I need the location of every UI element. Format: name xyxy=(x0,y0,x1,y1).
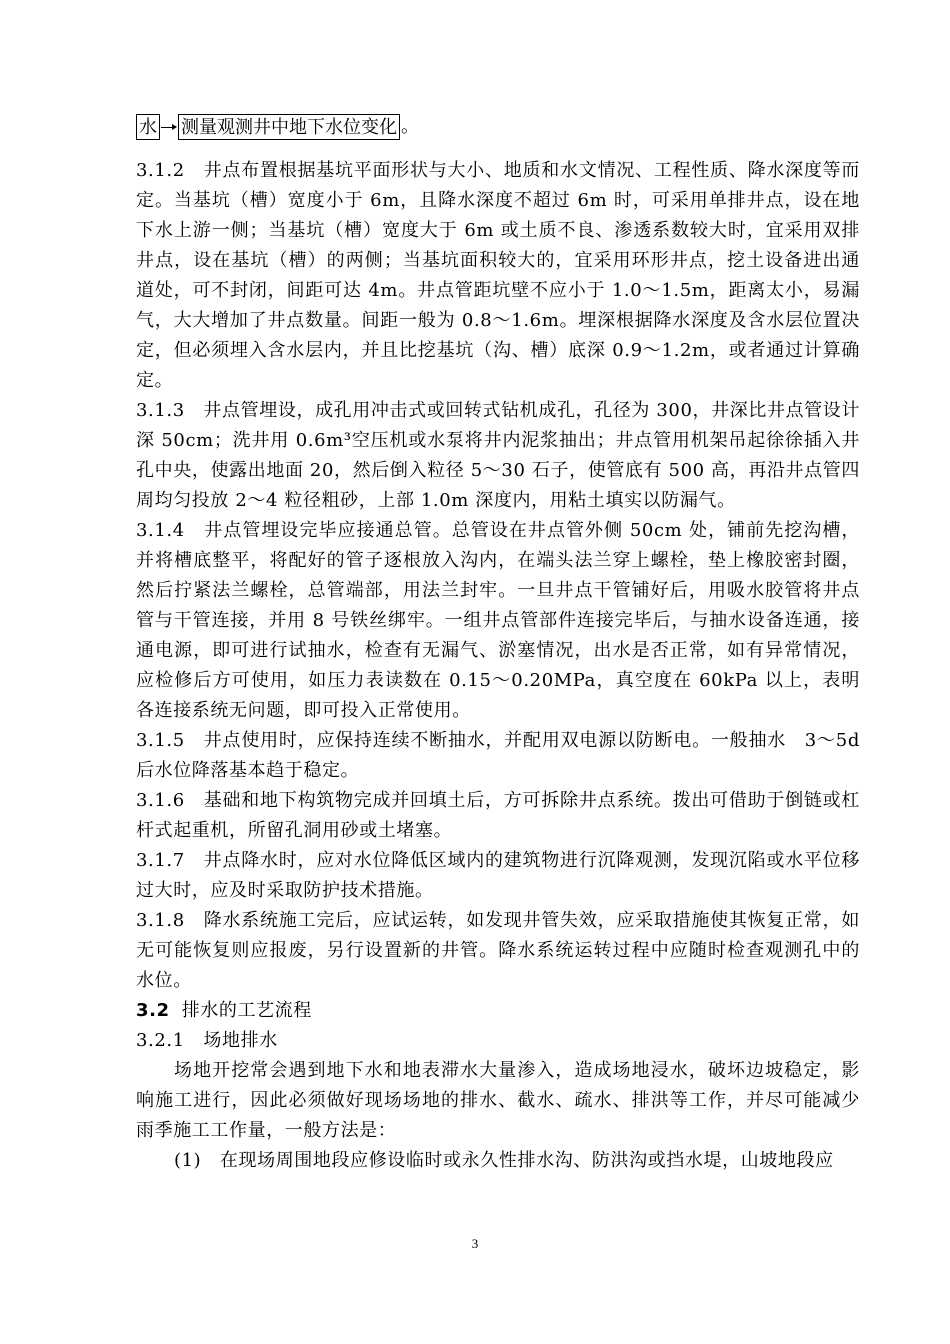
section-number: 3.2 xyxy=(136,1000,170,1021)
subsection-heading: 3.2.1 场地排水 xyxy=(136,1030,278,1051)
section-heading xyxy=(136,996,860,1026)
arrow-right-icon xyxy=(160,114,178,140)
flow-box-water: 水 xyxy=(136,114,160,140)
page-number: 3 xyxy=(471,1236,479,1251)
flow-box-measure-water-level: 测量观测井中地下水位变化 xyxy=(178,114,400,140)
body-text xyxy=(136,156,860,1176)
paragraph-3-1-5: 3.1.5 井点使用时，应保持连续不断抽水，并配用双电源以防断电。一般抽水 3～5d 后水位降落基本趋于稳定。 xyxy=(136,730,860,781)
paragraph-3-1-7: 3.1.7 井点降水时，应对水位降低区域内的建筑物进行沉降观测，发现沉陷或水平位移过大时，应及时采取防护技术措施。 xyxy=(136,850,860,901)
intro-paragraph: 场地开挖常会遇到地下水和地表滞水大量渗入，造成场地浸水，破坏边坡稳定，影响施工进行，因此必须做好现场场地的排水、截水、疏水、排洪等工作，并尽可能减少雨季施工工作量，一般方法是： xyxy=(136,1060,860,1141)
section-title: 排水的工艺流程 xyxy=(181,1000,312,1021)
paragraph-3-1-4: 3.1.4 井点管埋设完毕应接通总管。总管设在井点管外侧 50cm 处，铺前先挖沟槽，并将槽底整平，将配好的管子逐根放入沟内，在端头法兰穿上螺栓，垫上橡胶密封圈，然后拧紧法兰螺栓，总管端部，用法兰封牢。一旦井点干管铺好后，用吸水胶管将井点管与干管连接，并用 8 号铁丝绑牢。一组井点管部件连接完毕后，与抽水设备连通，接通电源，即可进行试抽水，检查有无漏气、淤塞情况，出水是否正常，如有异常情况，应检修后方可使用，如压力表读数在 0.15～0.20MPa，真空度在 60kPa 以上，表明各连接系统无问题，即可投入正常使用。 xyxy=(136,520,860,721)
paragraph-3-1-3: 3.1.3 井点管埋设，成孔用冲击式或回转式钻机成孔，孔径为 300，井深比井点管设计深 50cm；洗井用 0.6m³空压机或水泵将井内泥浆抽出；井点管用机架吊起徐徐插入井孔中央，使露出地面 20，然后倒入粒径 5～30 石子，使管底有 500 高，再沿井点管四周均匀投放 2～4 粒径粗砂，上部 1.0m 深度内，用粘土填实以防漏气。 xyxy=(136,400,860,511)
paragraph-3-1-6: 3.1.6 基础和地下构筑物完成并回填土后，方可拆除井点系统。拨出可借助于倒链或杠杆式起重机，所留孔洞用砂或土堵塞。 xyxy=(136,790,860,841)
flow-tail-punctuation: 。 xyxy=(401,116,419,137)
paragraph-3-1-8: 3.1.8 降水系统施工完后，应试运转，如发现井管失效，应采取措施使其恢复正常，如无可能恢复则应报废，另行设置新的井管。降水系统运转过程中应随时检查观测孔中的水位。 xyxy=(136,910,860,991)
paragraph-3-1-2: 3.1.2 井点布置根据基坑平面形状与大小、地质和水文情况、工程性质、降水深度等而定。当基坑（槽）宽度小于 6m，且降水深度不超过 6m 时，可采用单排井点，设在地下水上游一侧；当基坑（槽）宽度大于 6m 或土质不良、渗透系数较大时，宜采用双排井点，设在基坑（槽）的两侧；当基坑面积较大的，宜采用环形井点，挖土设备进出通道处，可不封闭，间距可达 4m。井点管距坑壁不应小于 1.0～1.5m，距离太小，易漏气，大大增加了井点数量。间距一般为 0.8～1.6m。埋深根据降水深度及含水层位置决定，但必须埋入含水层内，并且比挖基坑（沟、槽）底深 0.9～1.2m，或者通过计算确定。 xyxy=(136,160,860,391)
process-flow-fragment xyxy=(136,112,419,142)
list-item: (1) 在现场周围地段应修设临时或永久性排水沟、防洪沟或挡水堤，山坡地段应 xyxy=(174,1150,834,1171)
